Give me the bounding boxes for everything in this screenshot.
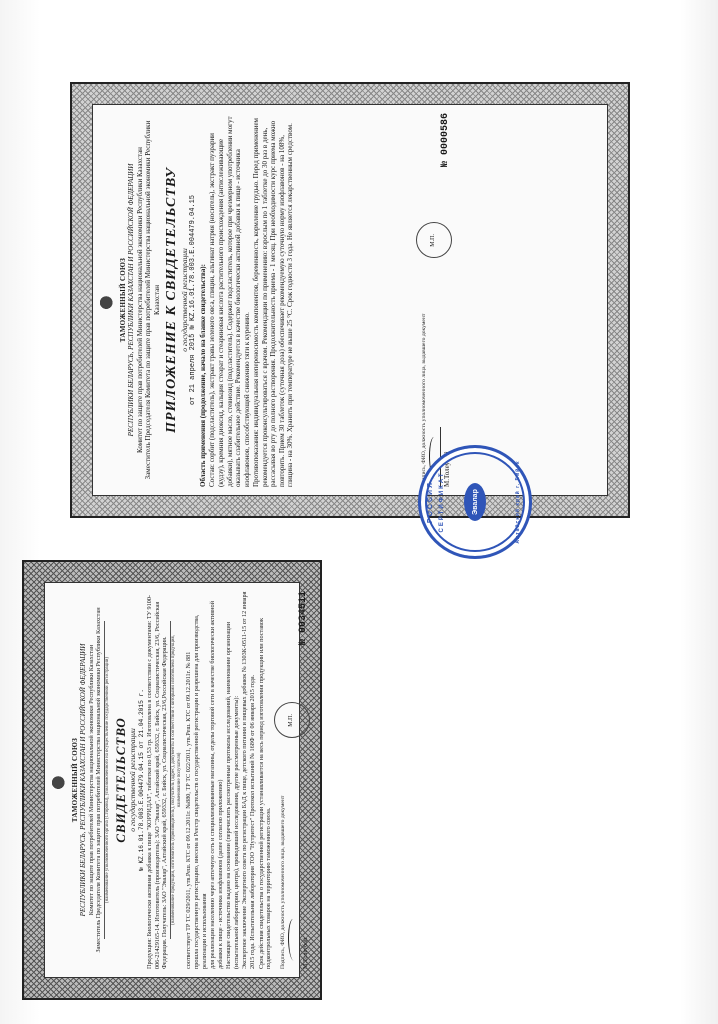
stamp-ring-bottom: Алтайский край г. Бийск (515, 460, 521, 544)
customs-union-logo-icon (51, 767, 67, 793)
validity-text: Срок действия свидетельства о государственной регистрации устанавливается на весь период изготовления продукции или поставок подконтрольных товаров на территорию таможенного союза. (257, 618, 273, 969)
registration-text: прошла государственную регистрацию, внесена в Реестр свидетельств о государственной регистрации и разрешена для производства, реализации и использования (193, 614, 208, 969)
product-label: Продукция: (146, 938, 154, 969)
company-certificate-stamp (418, 445, 532, 559)
appendix-union-logo-icon (99, 287, 115, 313)
certificate-header (51, 591, 111, 969)
appendix-serial: № 0000586 (439, 113, 451, 168)
product-note: (наименование продукции, изготовитель (производитель), получатель (адрес), документы в соответствии с которыми изготовлена продукция, наименование получателя) (170, 621, 183, 939)
appendix-date-number: от 21 апреля 2015 № KZ.16.01.78.003.E.004479.04.15 (189, 194, 198, 406)
certificate-subtitle: о государственной регистрации (128, 728, 138, 832)
compliance-label: соответствует (184, 932, 192, 969)
stamp-center: Эвалар (464, 483, 486, 521)
appendix-page (70, 82, 630, 518)
certificate-title: СВИДЕТЕЛЬСТВО (112, 717, 128, 843)
appendix-deputy: Заместитель Председателя Комитета по защите прав потребителей Министерства национальной экономики Республики Казахстан (144, 120, 161, 480)
certificate-seal-stamp: М.П. (274, 702, 310, 738)
appendix-header (99, 113, 161, 487)
stamp-ring-word: СЕРТИФИКАТ (439, 471, 445, 533)
certificate-republics: РЕСПУБЛИКИ БЕЛАРУСЬ, РЕСПУБЛИКИ КАЗАХСТАН И РОССИЙСКОЙ ФЕДЕРАЦИИ (79, 643, 88, 917)
appendix-subtitle: о государственной регистрации (180, 248, 190, 352)
certificate-serial: № 0034511 (297, 591, 309, 646)
appendix-body (92, 104, 608, 496)
certificate-union: ТАМОЖЕННЫЙ СОЮЗ (70, 737, 79, 823)
certificate-body (44, 582, 310, 978)
certificate-committee: Комитет по защите прав потребителей Министерства национальной экономики Республики Казахстан (87, 644, 95, 916)
certificate-rotated (22, 560, 322, 1000)
appendix-footer (416, 113, 452, 487)
certificate-number: № KZ.16.01.78.003.E.004479.04.15 от 21.04.2015 г. (137, 689, 145, 871)
compliance-text: ТР ТС 029/2011, утв.Реш. КТС от 09.12.2011г. №880, ТР ТС 022/2011, утв.Реш. КТС от 09.12.2011г. № 881 (184, 651, 192, 931)
appendix-title: ПРИЛОЖЕНИЕ К СВИДЕТЕЛЬСТВУ (164, 167, 180, 433)
product-text: Биологически активная добавка к пище "КОРРИДАЗ", таблетки по 0,53 гр. Изготовлена в соответствии с документами: ТУ 9100-006-21429165-14. Изготовитель (производитель): ЗАО "Эвалар", Алтайский край, 659332, г. Бийск, ул. Социалистическая, 23/6, Российская Федерация. Получатель: ЗАО "Эвалар", Алтайский край, 659332, г. Бийск, ул. Социалистическая, 23/6,Российская Федерация. (146, 595, 169, 969)
expert-text: Экспертное заключение Экспертного совета по регистрации БАД к пище, детского питания и пищевых добавок № 1303К-0511-15 от 12 января 2015 года. Испытательная лаборатория ТОО "Нутритест" Протокол испытаний № 168Ф от 06 января 2015 года. (241, 591, 257, 969)
usage-text: для реализации населению через аптечную сеть и специализированные магазины, отделы торговой сети в качестве биологически активной добавки к пище - источника изофлавонов (далее согласно приложению) (209, 601, 224, 969)
appendix-signer: М.Толеубай (443, 451, 452, 487)
certificate-signature-label: Подпись, ФИО, должность уполномоченного лица, выдавшего документ (279, 795, 286, 969)
certificate-page (22, 560, 322, 1000)
appendix-union: ТАМОЖЕННЫЙ СОЮЗ (118, 257, 127, 343)
appendix-body-text: Состав: сорбит (подсластитель), экстракт травы зеленого овса, глицин, альгинат натрия (носитель), экстракт пуэрарии (кудзу), кремния диоксид, кальция стеарат и стеариновая кислота растительного происхождения (антислеживающие добавки), мятное масло, стевиозид (подсластитель). Содержит подсластитель, которое при чрезмерном употреблении могут оказывать слабительное действие. Рекомендуется в качестве биологически активной добавки к пище - источника изофлавонов, способствующей снижению тяги к курению. (208, 116, 251, 487)
certificate-signer: М.Толеубай (302, 937, 310, 969)
appendix-rotated (70, 82, 630, 518)
appendix-area-label: Область применения (продолжение, начало на бланке свидетельства): (198, 264, 207, 487)
appendix-seal-stamp: М.П. (416, 222, 452, 258)
certificate-footer (274, 591, 310, 969)
appendix-republics: РЕСПУБЛИКИ БЕЛАРУСЬ, РЕСПУБЛИКИ КАЗАХСТАН И РОССИЙСКОЙ ФЕДЕРАЦИИ (127, 163, 136, 437)
certificate-deputy: Заместитель Председателя Комитета по защите прав потребителей Министерства национальной экономики Республики Казахстан (95, 607, 103, 953)
appendix-committee: Комитет по защите прав потребителей Министерства национальной экономики Республики Казахстан (135, 147, 144, 453)
appendix-contra-text: Противопоказания: индивидуальная непереносимость компонентов, беременность, кормление грудью. Перед применением рекомендуется проконсультироваться с врачом. Рекомендации по применению: взрослым по 1 таблетке до 30 раз в день, рассасывая во рту до полного растворения. Продолжительность приема - 1 месяц. При необходимости курс приема можно повторить. Прием 30 таблеток (суточная доза) обеспечивает рекомендуемую суточную норму изофлавонов - на 108%, глицина - на 30%. Хранить при температуре не выше 25 °С. Срок годности 3 года. Не является лекарственным средством. (252, 118, 295, 487)
certificate-signature (287, 909, 300, 969)
certificate-authority-note: (наименование уполномоченного органа (Стороны), уполномоченного на осуществление государственной регистрации) (104, 621, 111, 939)
basis-text: Настоящее свидетельство выдано на основании (перечислить рассмотренные протоколы исследований, наименование организации (испытательной лаборатории, центра), проводившей исследования, другие рассмотренные документы): (225, 621, 240, 969)
stamp-ring-top: РОССИЯ (427, 480, 434, 524)
appendix-signature-label: Подпись, ФИО, должность уполномоченного лица, выдавшего документ (420, 313, 427, 487)
